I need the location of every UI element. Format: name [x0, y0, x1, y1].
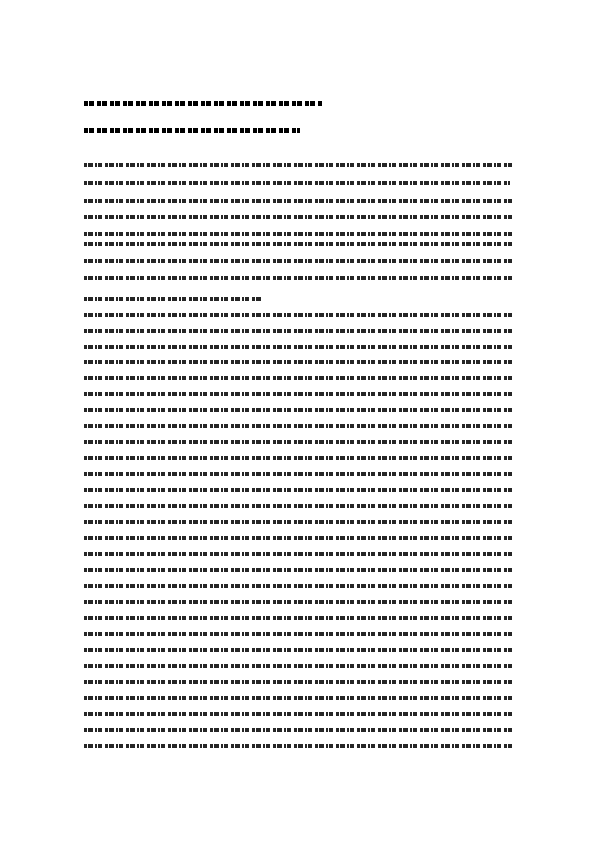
text-line [84, 472, 512, 476]
text-line [84, 276, 512, 280]
text-line [84, 488, 512, 492]
text-line [84, 440, 512, 444]
text-line [84, 552, 512, 556]
text-line [84, 536, 512, 540]
text-line [84, 456, 512, 460]
text-line [84, 616, 512, 620]
text-line [84, 696, 512, 700]
text-line [84, 163, 512, 167]
text-line [84, 568, 512, 572]
text-line [84, 329, 512, 333]
text-line [84, 728, 512, 732]
text-line [84, 424, 512, 428]
document-title-line-1 [84, 101, 322, 106]
text-line [84, 744, 512, 748]
text-line [84, 712, 512, 716]
text-line [84, 360, 512, 364]
text-line [84, 242, 512, 246]
text-line [84, 392, 512, 396]
text-line [84, 648, 512, 652]
text-line [84, 215, 512, 219]
text-line [84, 345, 512, 349]
text-line [84, 504, 512, 508]
text-line [84, 199, 512, 203]
text-line [84, 632, 512, 636]
text-line [84, 181, 510, 185]
text-line [84, 664, 512, 668]
text-line [84, 520, 512, 524]
text-line [84, 259, 512, 263]
text-line [84, 584, 512, 588]
text-line [84, 376, 512, 380]
text-line [84, 313, 512, 317]
text-line [84, 680, 512, 684]
text-line [84, 408, 512, 412]
text-line [84, 600, 512, 604]
text-line [84, 297, 262, 301]
text-line [84, 232, 512, 236]
document-title-line-2 [84, 128, 300, 133]
